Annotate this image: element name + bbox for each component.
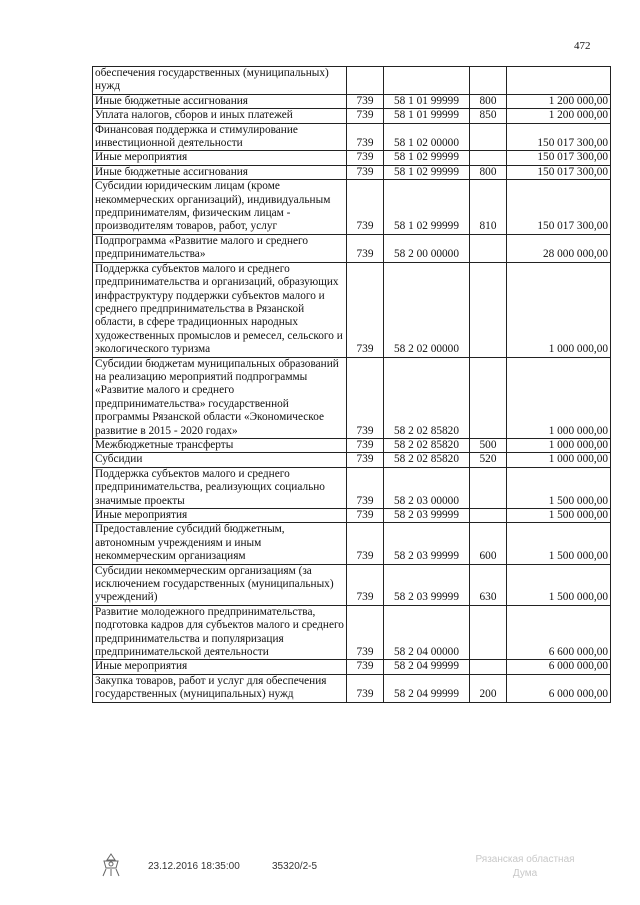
row-dept-code: 739 bbox=[347, 109, 384, 123]
row-amount: 1 500 000,00 bbox=[507, 523, 611, 564]
row-amount bbox=[507, 67, 611, 95]
row-target-code bbox=[384, 67, 470, 95]
row-amount: 1 000 000,00 bbox=[507, 453, 611, 467]
row-name: Уплата налогов, сборов и иных платежей bbox=[93, 109, 347, 123]
row-expense-type: 200 bbox=[470, 674, 507, 702]
row-target-code: 58 2 03 99999 bbox=[384, 564, 470, 605]
row-amount: 150 017 300,00 bbox=[507, 165, 611, 179]
row-name: Предоставление субсидий бюджетным, автономным учреждениям и иным некоммерческим организациям bbox=[93, 523, 347, 564]
row-target-code: 58 2 02 00000 bbox=[384, 262, 470, 357]
row-dept-code: 739 bbox=[347, 151, 384, 165]
row-expense-type bbox=[470, 357, 507, 438]
row-expense-type bbox=[470, 262, 507, 357]
row-amount: 1 200 000,00 bbox=[507, 94, 611, 108]
table-row bbox=[93, 467, 611, 508]
row-target-code: 58 2 03 99999 bbox=[384, 509, 470, 523]
row-expense-type bbox=[470, 467, 507, 508]
row-expense-type bbox=[470, 67, 507, 95]
row-name: Иные мероприятия bbox=[93, 509, 347, 523]
row-name: Иные бюджетные ассигнования bbox=[93, 165, 347, 179]
row-expense-type: 630 bbox=[470, 564, 507, 605]
row-expense-type: 500 bbox=[470, 438, 507, 452]
row-amount: 28 000 000,00 bbox=[507, 234, 611, 262]
row-dept-code: 739 bbox=[347, 357, 384, 438]
row-amount: 150 017 300,00 bbox=[507, 151, 611, 165]
row-amount: 6 000 000,00 bbox=[507, 674, 611, 702]
row-dept-code: 739 bbox=[347, 660, 384, 674]
row-name: Подпрограмма «Развитие малого и среднего предпринимательства» bbox=[93, 234, 347, 262]
row-target-code: 58 2 02 85820 bbox=[384, 438, 470, 452]
registry-stamp bbox=[450, 853, 600, 881]
row-target-code: 58 2 04 00000 bbox=[384, 605, 470, 660]
row-dept-code: 739 bbox=[347, 453, 384, 467]
row-name: Иные бюджетные ассигнования bbox=[93, 94, 347, 108]
row-dept-code: 739 bbox=[347, 467, 384, 508]
row-expense-type bbox=[470, 151, 507, 165]
row-target-code: 58 2 02 85820 bbox=[384, 453, 470, 467]
table-row bbox=[93, 109, 611, 123]
row-dept-code: 739 bbox=[347, 165, 384, 179]
row-dept-code: 739 bbox=[347, 123, 384, 151]
row-dept-code: 739 bbox=[347, 509, 384, 523]
row-expense-type bbox=[470, 234, 507, 262]
row-expense-type: 810 bbox=[470, 180, 507, 235]
row-name: обеспечения государственных (муниципальных) нужд bbox=[93, 67, 347, 95]
table-row bbox=[93, 165, 611, 179]
row-expense-type: 520 bbox=[470, 453, 507, 467]
row-expense-type bbox=[470, 509, 507, 523]
table-row bbox=[93, 67, 611, 95]
row-amount: 6 600 000,00 bbox=[507, 605, 611, 660]
table-row bbox=[93, 605, 611, 660]
row-name: Поддержка субъектов малого и среднего предпринимательства, реализующих социально значимые проекты bbox=[93, 467, 347, 508]
row-target-code: 58 2 00 00000 bbox=[384, 234, 470, 262]
row-dept-code: 739 bbox=[347, 605, 384, 660]
row-amount: 1 000 000,00 bbox=[507, 262, 611, 357]
footer-datetime: 23.12.2016 18:35:00 bbox=[148, 861, 240, 872]
row-expense-type bbox=[470, 605, 507, 660]
row-target-code: 58 1 02 99999 bbox=[384, 180, 470, 235]
row-expense-type: 800 bbox=[470, 165, 507, 179]
stamp-line-2: Дума bbox=[512, 868, 538, 879]
row-dept-code: 739 bbox=[347, 180, 384, 235]
table-row bbox=[93, 262, 611, 357]
row-name: Субсидии некоммерческим организациям (за исключением государственных (муниципальных) учреждений) bbox=[93, 564, 347, 605]
table-row bbox=[93, 438, 611, 452]
row-amount: 150 017 300,00 bbox=[507, 123, 611, 151]
row-name: Межбюджетные трансферты bbox=[93, 438, 347, 452]
row-dept-code: 739 bbox=[347, 438, 384, 452]
row-name: Субсидии бюджетам муниципальных образований на реализацию мероприятий подпрограммы «Развитие малого и среднего предпринимательства» государственной программы Рязанской области «Экономическое развитие в 2015 - 2020 годах» bbox=[93, 357, 347, 438]
row-target-code: 58 2 04 99999 bbox=[384, 674, 470, 702]
table-row bbox=[93, 523, 611, 564]
row-name: Финансовая поддержка и стимулирование инвестиционной деятельности bbox=[93, 123, 347, 151]
row-target-code: 58 1 02 99999 bbox=[384, 151, 470, 165]
table-row bbox=[93, 564, 611, 605]
table-row bbox=[93, 674, 611, 702]
row-expense-type bbox=[470, 660, 507, 674]
row-amount: 1 500 000,00 bbox=[507, 509, 611, 523]
row-name: Субсидии bbox=[93, 453, 347, 467]
row-amount: 150 017 300,00 bbox=[507, 180, 611, 235]
row-name: Иные мероприятия bbox=[93, 660, 347, 674]
budget-table-body bbox=[93, 67, 611, 703]
row-target-code: 58 2 02 85820 bbox=[384, 357, 470, 438]
table-row bbox=[93, 453, 611, 467]
footer-doc-id: 35320/2-5 bbox=[272, 861, 318, 872]
row-name: Развитие молодежного предпринимательства, подготовка кадров для субъектов малого и среднего предпринимательства и популяризация предпринимательской деятельности bbox=[93, 605, 347, 660]
row-target-code: 58 2 03 00000 bbox=[384, 467, 470, 508]
row-expense-type bbox=[470, 123, 507, 151]
table-row bbox=[93, 357, 611, 438]
row-amount: 1 500 000,00 bbox=[507, 564, 611, 605]
row-dept-code: 739 bbox=[347, 234, 384, 262]
row-amount: 1 200 000,00 bbox=[507, 109, 611, 123]
row-name: Закупка товаров, работ и услуг для обеспечения государственных (муниципальных) нужд bbox=[93, 674, 347, 702]
table-row bbox=[93, 94, 611, 108]
row-amount: 1 000 000,00 bbox=[507, 438, 611, 452]
row-target-code: 58 2 03 99999 bbox=[384, 523, 470, 564]
budget-table bbox=[92, 66, 611, 703]
row-dept-code: 739 bbox=[347, 262, 384, 357]
table-row bbox=[93, 180, 611, 235]
table-row bbox=[93, 151, 611, 165]
stamp-line-1: Рязанская областная bbox=[475, 854, 575, 865]
row-expense-type: 850 bbox=[470, 109, 507, 123]
table-row bbox=[93, 123, 611, 151]
page-number: 472 bbox=[574, 40, 591, 52]
row-dept-code bbox=[347, 67, 384, 95]
row-amount: 6 000 000,00 bbox=[507, 660, 611, 674]
row-target-code: 58 1 01 99999 bbox=[384, 94, 470, 108]
row-dept-code: 739 bbox=[347, 94, 384, 108]
table-row bbox=[93, 509, 611, 523]
row-expense-type: 800 bbox=[470, 94, 507, 108]
row-expense-type: 600 bbox=[470, 523, 507, 564]
emblem-icon bbox=[98, 852, 124, 878]
row-target-code: 58 2 04 99999 bbox=[384, 660, 470, 674]
row-dept-code: 739 bbox=[347, 674, 384, 702]
table-row bbox=[93, 660, 611, 674]
row-name: Субсидии юридическим лицам (кроме некоммерческих организаций), индивидуальным предпринимателям, физическим лицам - производителям товаров, работ, услуг bbox=[93, 180, 347, 235]
row-amount: 1 500 000,00 bbox=[507, 467, 611, 508]
row-target-code: 58 1 02 00000 bbox=[384, 123, 470, 151]
row-dept-code: 739 bbox=[347, 523, 384, 564]
row-name: Иные мероприятия bbox=[93, 151, 347, 165]
row-target-code: 58 1 02 99999 bbox=[384, 165, 470, 179]
row-amount: 1 000 000,00 bbox=[507, 357, 611, 438]
row-target-code: 58 1 01 99999 bbox=[384, 109, 470, 123]
table-row bbox=[93, 234, 611, 262]
row-name: Поддержка субъектов малого и среднего предпринимательства и организаций, образующих инфраструктуру поддержки субъектов малого и среднего предпринимательства в Рязанской области, в сфере традиционных народных художественных промыслов и ремесел, сельского и экологического туризма bbox=[93, 262, 347, 357]
row-dept-code: 739 bbox=[347, 564, 384, 605]
